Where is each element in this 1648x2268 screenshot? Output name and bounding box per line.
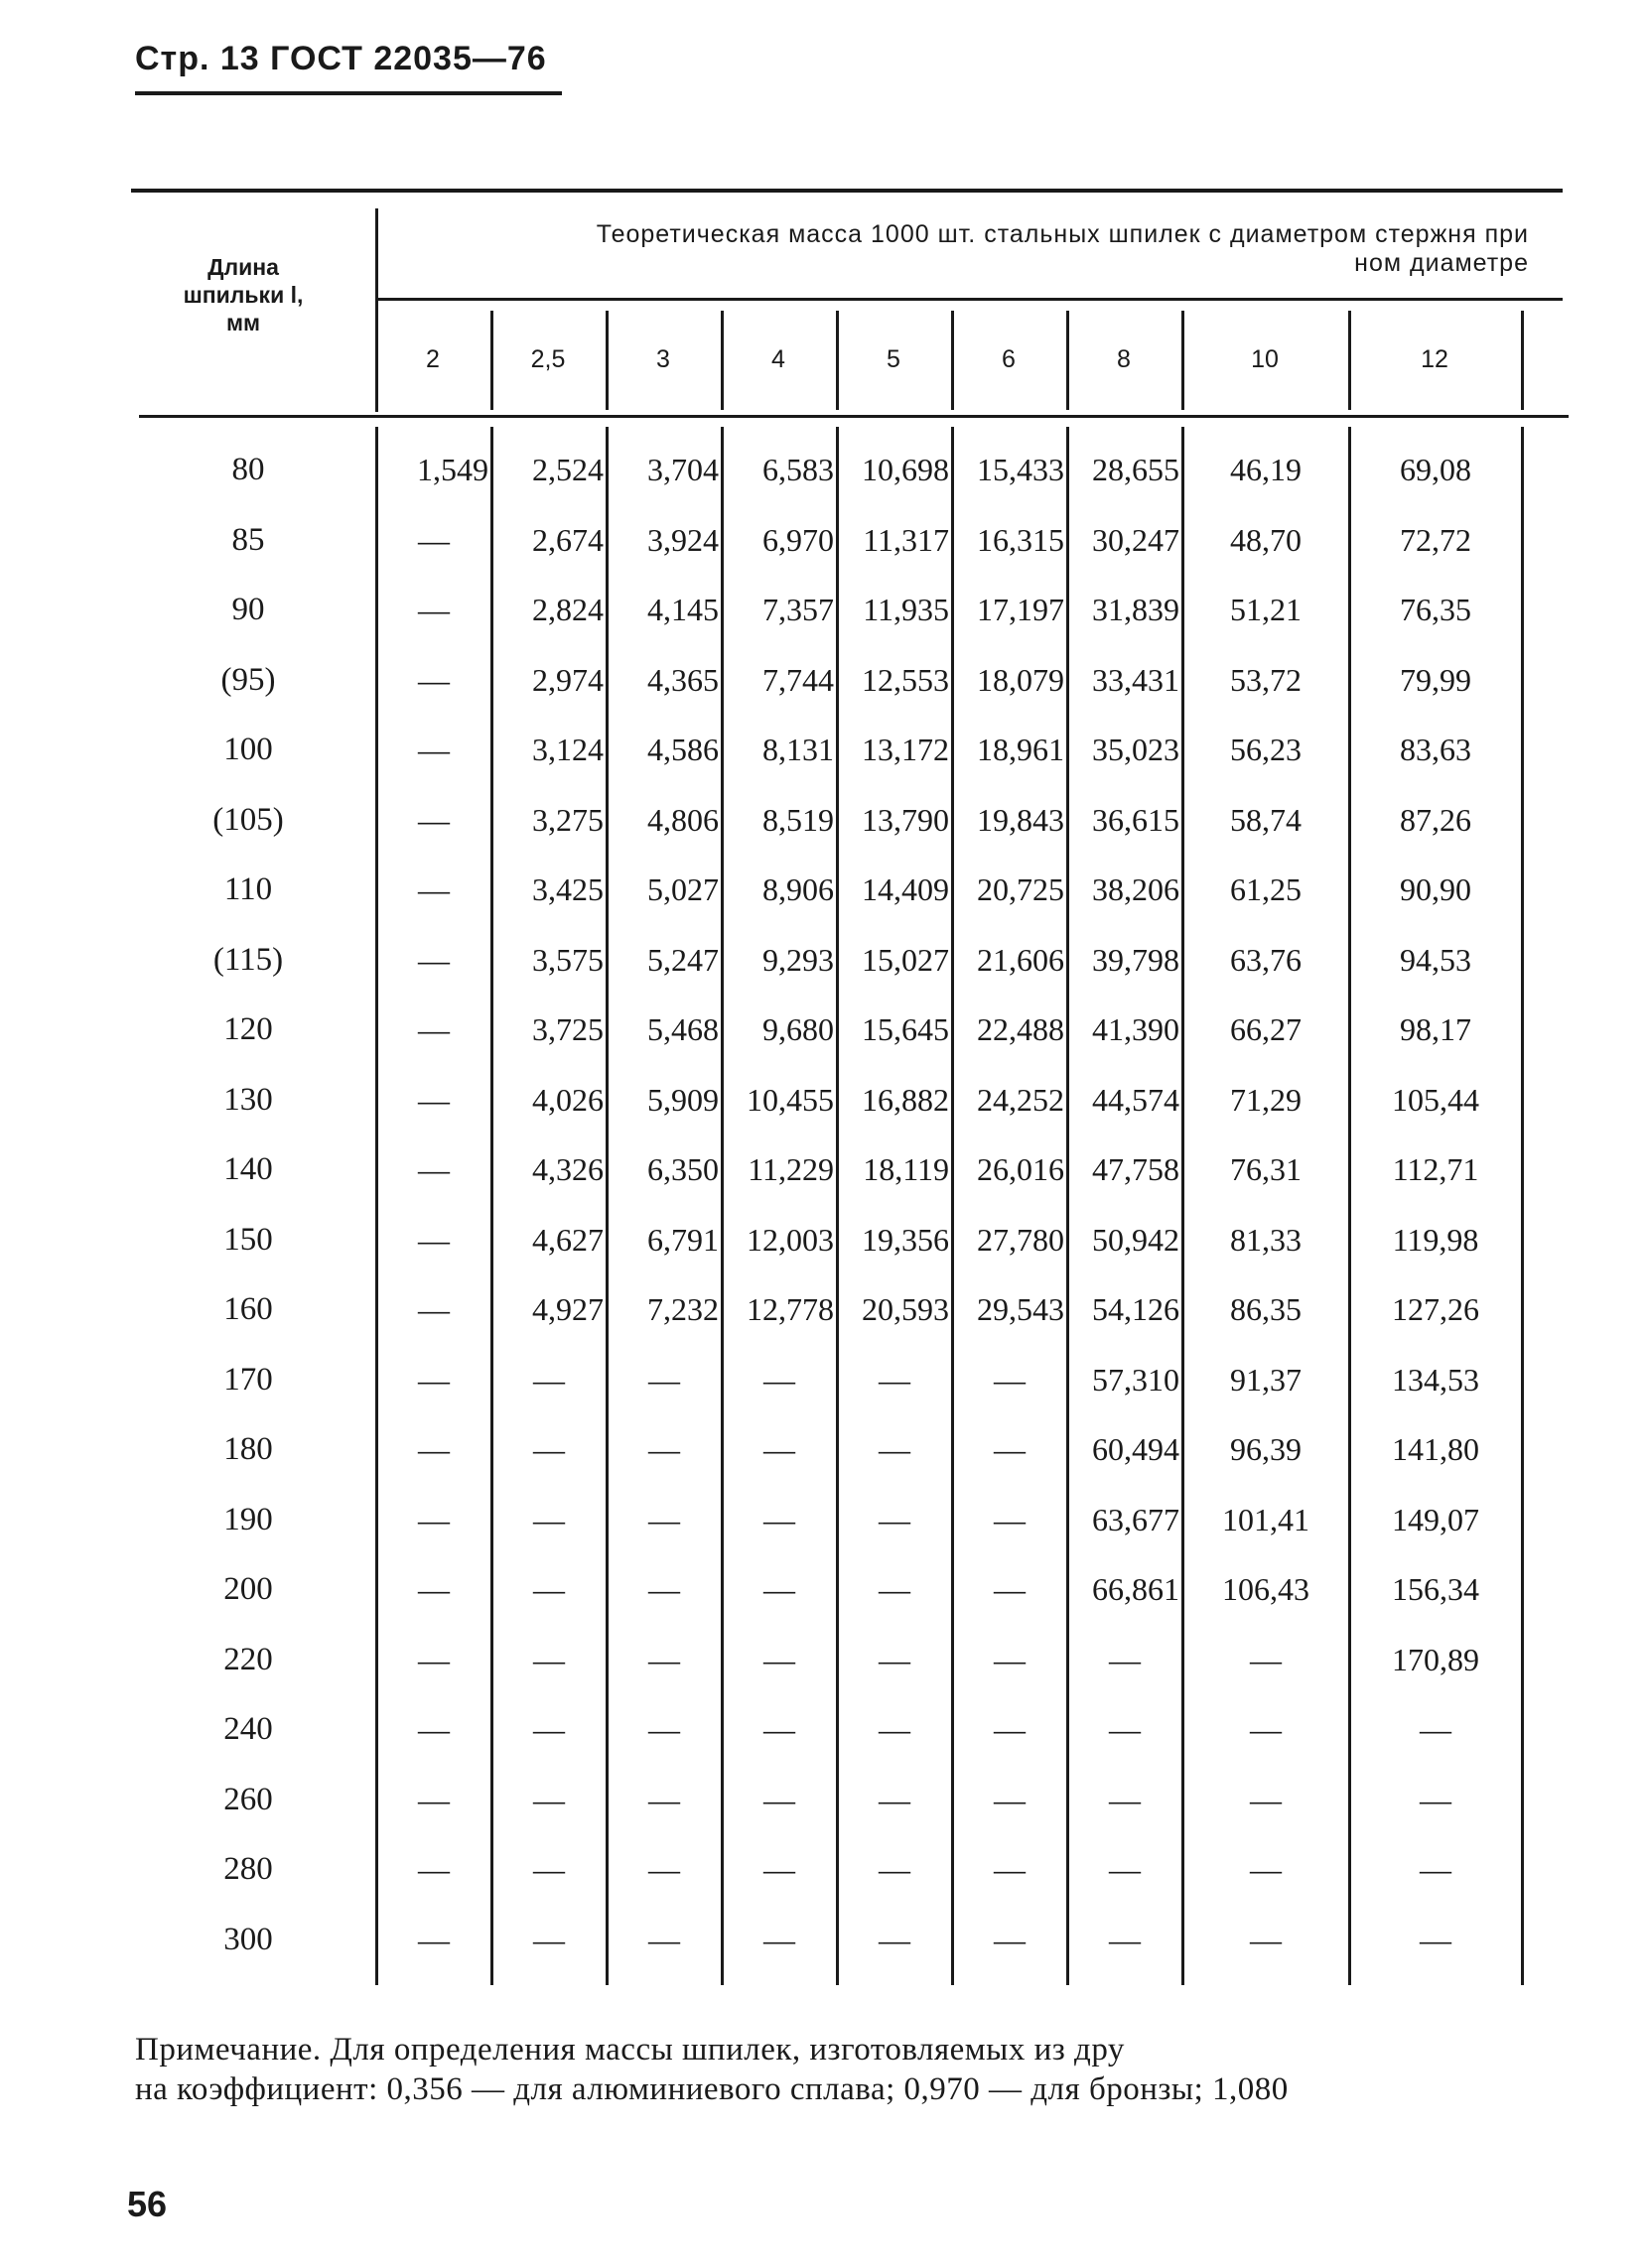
table-cell: 27,780: [977, 1221, 1064, 1258]
table-cell: —: [418, 1571, 450, 1607]
table-cell: —: [879, 1501, 910, 1537]
table-cell: 66,861: [1092, 1571, 1179, 1607]
table-cell: —: [648, 1711, 680, 1747]
table-cell: 3,275: [532, 801, 604, 838]
table-cell: —: [994, 1921, 1026, 1957]
table-cell: —: [763, 1431, 795, 1467]
table-cell: —: [994, 1851, 1026, 1887]
table-cell: 4,026: [532, 1081, 604, 1118]
table-cell: 60,494: [1092, 1431, 1179, 1467]
table-cell: —: [533, 1851, 565, 1887]
table-cell: —: [1250, 1641, 1282, 1677]
row-length: (105): [212, 801, 284, 838]
table-cell: —: [418, 1711, 450, 1747]
table-cell: 26,016: [977, 1151, 1064, 1187]
table-cell: 9,680: [762, 1011, 834, 1047]
table-cell: —: [418, 1081, 450, 1118]
diameter-header: 2,5: [530, 345, 566, 373]
table-cell: 12,778: [747, 1291, 834, 1327]
table-cell: 53,72: [1230, 661, 1302, 698]
table-cell: 30,247: [1092, 521, 1179, 558]
table-cell: —: [994, 1711, 1026, 1747]
table-cell: —: [1420, 1711, 1451, 1747]
table-cell: —: [1250, 1711, 1282, 1747]
table-cell: 17,197: [977, 592, 1064, 627]
table-cell: —: [1250, 1921, 1282, 1957]
table-cell: —: [763, 1851, 795, 1887]
table-cell: 63,76: [1230, 941, 1302, 978]
table-cell: 112,71: [1392, 1151, 1479, 1187]
table-cell: 5,909: [647, 1081, 719, 1118]
header-bottom-rule: [139, 415, 1569, 418]
table-cell: —: [994, 1641, 1026, 1677]
table-cell: —: [418, 1921, 450, 1957]
table-cell: 56,23: [1230, 732, 1302, 767]
table-cell: 4,365: [647, 661, 719, 698]
table-cell: —: [879, 1711, 910, 1747]
table-cell: —: [418, 1221, 450, 1258]
row-length: 260: [223, 1781, 273, 1817]
table-cell: —: [418, 732, 450, 767]
table-cell: 54,126: [1092, 1291, 1179, 1327]
table-cell: 141,80: [1392, 1431, 1479, 1467]
row-length: 100: [223, 732, 273, 767]
length-header-line-2: шпильки l,: [183, 282, 304, 308]
table-cell: 48,70: [1230, 521, 1302, 558]
table-cell: 18,079: [977, 661, 1064, 698]
table-cell: 4,806: [647, 801, 719, 838]
table-cell: —: [879, 1851, 910, 1887]
body-column-divider: [490, 427, 493, 1985]
table-cell: 156,34: [1392, 1571, 1479, 1607]
diameter-header: 12: [1421, 345, 1448, 373]
table-cell: —: [763, 1571, 795, 1607]
table-cell: —: [418, 1851, 450, 1887]
table-cell: 170,89: [1392, 1641, 1479, 1677]
diameter-header: 4: [771, 345, 785, 373]
table-cell: —: [533, 1361, 565, 1398]
table-cell: 16,315: [977, 521, 1064, 558]
table-cell: 6,970: [762, 521, 834, 558]
table-cell: —: [879, 1361, 910, 1398]
table-cell: —: [533, 1711, 565, 1747]
body-column-divider: [721, 427, 724, 1985]
page-header: Стр. 13 ГОСТ 22035—76: [135, 40, 547, 77]
table-cell: —: [879, 1641, 910, 1677]
table-cell: 3,124: [532, 732, 604, 767]
table-cell: 20,725: [977, 871, 1064, 907]
table-cell: —: [1109, 1641, 1141, 1677]
table-cell: 2,674: [532, 521, 604, 558]
table-cell: —: [763, 1361, 795, 1398]
table-cell: 10,698: [862, 452, 949, 487]
row-length: 130: [223, 1081, 273, 1118]
table-cell: —: [1420, 1851, 1451, 1887]
table-cell: 18,961: [977, 732, 1064, 767]
table-cell: —: [1109, 1851, 1141, 1887]
table-cell: 21,606: [977, 941, 1064, 978]
table-cell: 58,74: [1230, 801, 1302, 838]
table-cell: —: [648, 1851, 680, 1887]
table-cell: 6,583: [762, 452, 834, 487]
table-cell: —: [533, 1921, 565, 1957]
table-cell: —: [879, 1781, 910, 1817]
table-cell: —: [418, 941, 450, 978]
table-cell: —: [994, 1571, 1026, 1607]
mass-header-line-1: Теоретическая масса 1000 шт. стальных шпилек с диаметром стержня при: [596, 220, 1529, 248]
table-cell: 4,927: [532, 1291, 604, 1327]
table-cell: 94,53: [1400, 941, 1471, 978]
body-column-divider: [836, 427, 839, 1985]
table-cell: 61,25: [1230, 871, 1302, 907]
table-cell: —: [418, 801, 450, 838]
table-cell: 15,645: [862, 1011, 949, 1047]
row-length: 85: [231, 521, 265, 558]
row-length: 80: [231, 452, 265, 487]
length-header-line-1: Длина: [207, 254, 279, 280]
table-cell: 3,924: [647, 521, 719, 558]
body-column-divider: [1066, 427, 1069, 1985]
table-cell: 3,725: [532, 1011, 604, 1047]
table-cell: 15,027: [862, 941, 949, 978]
note-line-2: на коэффициент: 0,356 — для алюминиевого сплава; 0,970 — для бронзы; 1,080: [135, 2071, 1289, 2107]
table-cell: 5,247: [647, 941, 719, 978]
table-cell: 8,131: [762, 732, 834, 767]
table-cell: 83,63: [1400, 732, 1471, 767]
group-header-rule: [375, 298, 1563, 301]
table-cell: 20,593: [862, 1291, 949, 1327]
row-length: 190: [223, 1501, 273, 1537]
table-cell: —: [418, 1781, 450, 1817]
table-cell: 69,08: [1400, 452, 1471, 487]
length-header-line-3: мм: [225, 310, 261, 335]
table-cell: —: [533, 1501, 565, 1537]
body-column-divider: [1348, 427, 1351, 1985]
table-cell: 134,53: [1392, 1361, 1479, 1398]
table-cell: —: [879, 1431, 910, 1467]
table-note: [135, 2030, 1525, 2109]
table-cell: —: [1420, 1921, 1451, 1957]
table-cell: 15,433: [977, 452, 1064, 487]
table-cell: 28,655: [1092, 452, 1179, 487]
row-length: 160: [223, 1291, 273, 1327]
table-cell: —: [1250, 1851, 1282, 1887]
table-cell: —: [418, 1361, 450, 1398]
table-cell: 96,39: [1230, 1431, 1302, 1467]
table-cell: 38,206: [1092, 871, 1179, 907]
table-cell: 149,07: [1392, 1501, 1479, 1537]
diameter-header: 2: [426, 345, 440, 373]
row-length: 300: [223, 1921, 273, 1957]
table-cell: 13,172: [862, 732, 949, 767]
table-cell: 4,145: [647, 592, 719, 627]
note-line-1: Примечание. Для определения массы шпилек, изготовляемых из дру: [135, 2032, 1125, 2068]
table-cell: —: [418, 1431, 450, 1467]
mass-group-header: [397, 220, 1529, 278]
header-column-divider: [375, 208, 378, 412]
table-cell: 4,586: [647, 732, 719, 767]
table-cell: 10,455: [747, 1081, 834, 1118]
table-cell: —: [418, 1011, 450, 1047]
table-cell: —: [533, 1641, 565, 1677]
table-cell: —: [1109, 1711, 1141, 1747]
length-column-header: [139, 253, 347, 336]
table-cell: 14,409: [862, 871, 949, 907]
table-cell: —: [879, 1571, 910, 1607]
table-cell: —: [763, 1641, 795, 1677]
table-cell: 3,425: [532, 871, 604, 907]
table-cell: 31,839: [1092, 592, 1179, 627]
table-cell: —: [418, 1501, 450, 1537]
table-cell: 2,524: [532, 452, 604, 487]
table-cell: —: [648, 1501, 680, 1537]
table-cell: 127,26: [1392, 1291, 1479, 1327]
table-cell: 90,90: [1400, 871, 1471, 907]
table-cell: 22,488: [977, 1011, 1064, 1047]
table-cell: 29,543: [977, 1291, 1064, 1327]
table-cell: 6,791: [647, 1221, 719, 1258]
table-cell: —: [763, 1921, 795, 1957]
body-column-divider: [1521, 427, 1524, 1985]
table-cell: —: [994, 1781, 1026, 1817]
diameter-header: 3: [656, 345, 670, 373]
table-top-rule: [131, 189, 1563, 193]
header-column-divider: [1521, 311, 1524, 410]
table-cell: 66,27: [1230, 1011, 1302, 1047]
table-cell: 63,677: [1092, 1501, 1179, 1537]
table-cell: —: [533, 1431, 565, 1467]
mass-header-line-2: ном диаметре: [1354, 249, 1529, 277]
header-underline: [135, 91, 562, 95]
table-cell: 36,615: [1092, 801, 1179, 838]
table-cell: 11,935: [863, 592, 949, 627]
table-cell: 101,41: [1222, 1501, 1309, 1537]
table-cell: —: [994, 1361, 1026, 1398]
table-cell: —: [418, 1641, 450, 1677]
row-length: 280: [223, 1851, 273, 1887]
table-cell: —: [648, 1431, 680, 1467]
table-cell: —: [1109, 1921, 1141, 1957]
row-length: 220: [223, 1641, 273, 1677]
table-cell: 19,356: [862, 1221, 949, 1258]
table-cell: 87,26: [1400, 801, 1471, 838]
table-cell: —: [418, 871, 450, 907]
table-cell: 119,98: [1392, 1221, 1479, 1258]
table-cell: —: [418, 1151, 450, 1187]
row-length: 240: [223, 1711, 273, 1747]
table-cell: —: [418, 592, 450, 627]
table-cell: 105,44: [1392, 1081, 1479, 1118]
diameter-header: 10: [1251, 345, 1279, 373]
row-length: 90: [231, 592, 265, 627]
table-cell: 9,293: [762, 941, 834, 978]
table-cell: 57,310: [1092, 1361, 1179, 1398]
diameter-header: 6: [1002, 345, 1016, 373]
table-cell: 19,843: [977, 801, 1064, 838]
table-cell: 76,31: [1230, 1151, 1302, 1187]
table-cell: 51,21: [1230, 592, 1302, 627]
table-cell: —: [763, 1501, 795, 1537]
table-cell: —: [1250, 1781, 1282, 1817]
page-number: 56: [127, 2184, 168, 2224]
table-cell: 2,824: [532, 592, 604, 627]
table-cell: 91,37: [1230, 1361, 1302, 1398]
row-length: 170: [223, 1361, 273, 1398]
table-cell: —: [994, 1431, 1026, 1467]
table-cell: 7,744: [762, 661, 834, 698]
table-cell: 46,19: [1230, 452, 1302, 487]
table-cell: 12,003: [747, 1221, 834, 1258]
table-cell: —: [533, 1781, 565, 1817]
table-cell: 98,17: [1400, 1011, 1471, 1047]
table-cell: —: [418, 521, 450, 558]
table-cell: 50,942: [1092, 1221, 1179, 1258]
table-cell: 8,519: [762, 801, 834, 838]
table-cell: 2,974: [532, 661, 604, 698]
table-cell: 7,232: [647, 1291, 719, 1327]
table-cell: 71,29: [1230, 1081, 1302, 1118]
table-cell: —: [533, 1571, 565, 1607]
table-cell: 81,33: [1230, 1221, 1302, 1258]
body-column-divider: [375, 427, 378, 1985]
table-cell: 4,326: [532, 1151, 604, 1187]
row-length: (115): [212, 941, 284, 978]
table-cell: 3,704: [647, 452, 719, 487]
table-cell: 13,790: [862, 801, 949, 838]
table-cell: 86,35: [1230, 1291, 1302, 1327]
table-cell: 11,229: [748, 1151, 834, 1187]
table-cell: 16,882: [862, 1081, 949, 1118]
table-cell: —: [648, 1921, 680, 1957]
body-column-divider: [606, 427, 609, 1985]
table-cell: 1,549: [417, 452, 488, 487]
table-cell: —: [648, 1641, 680, 1677]
body-column-divider: [1181, 427, 1184, 1985]
table-cell: 3,575: [532, 941, 604, 978]
table-cell: 72,72: [1400, 521, 1471, 558]
table-cell: 35,023: [1092, 732, 1179, 767]
table-cell: 44,574: [1092, 1081, 1179, 1118]
table-cell: —: [1109, 1781, 1141, 1817]
table-cell: —: [418, 1291, 450, 1327]
diameter-header: 5: [887, 345, 900, 373]
body-column-divider: [951, 427, 954, 1985]
row-length: 150: [223, 1221, 273, 1258]
table-cell: 6,350: [647, 1151, 719, 1187]
table-cell: 76,35: [1400, 592, 1471, 627]
row-length: 180: [223, 1431, 273, 1467]
table-cell: —: [763, 1711, 795, 1747]
table-cell: 41,390: [1092, 1011, 1179, 1047]
table-cell: —: [648, 1781, 680, 1817]
row-length: 200: [223, 1571, 273, 1607]
table-cell: 39,798: [1092, 941, 1179, 978]
table-cell: —: [879, 1921, 910, 1957]
row-length: (95): [220, 661, 276, 698]
table-cell: —: [648, 1571, 680, 1607]
table-cell: 12,553: [862, 661, 949, 698]
diameter-header: 8: [1117, 345, 1131, 373]
table-cell: —: [418, 661, 450, 698]
table-cell: —: [648, 1361, 680, 1398]
table-cell: 33,431: [1092, 661, 1179, 698]
table-cell: 47,758: [1092, 1151, 1179, 1187]
table-cell: 5,027: [647, 871, 719, 907]
table-cell: —: [1420, 1781, 1451, 1817]
table-cell: 106,43: [1222, 1571, 1309, 1607]
table-cell: —: [994, 1501, 1026, 1537]
table-cell: 18,119: [863, 1151, 949, 1187]
table-cell: 24,252: [977, 1081, 1064, 1118]
table-cell: 4,627: [532, 1221, 604, 1258]
table-cell: 7,357: [762, 592, 834, 627]
row-length: 120: [223, 1011, 273, 1047]
table-cell: 8,906: [762, 871, 834, 907]
table-cell: —: [763, 1781, 795, 1817]
row-length: 110: [223, 871, 273, 907]
row-length: 140: [223, 1151, 273, 1187]
table-cell: 79,99: [1400, 661, 1471, 698]
table-cell: 11,317: [863, 521, 949, 558]
table-cell: 5,468: [647, 1011, 719, 1047]
